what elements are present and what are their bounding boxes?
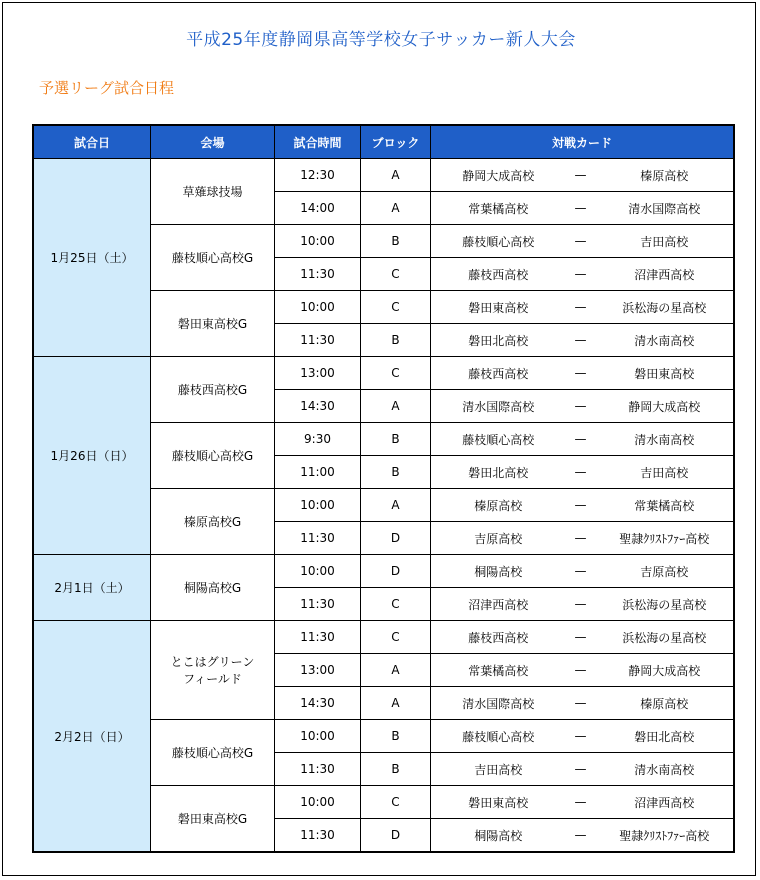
- away-team: 静岡大成高校: [596, 654, 734, 687]
- venue-name: 藤枝順心高校G: [151, 720, 275, 786]
- header-match: 対戦カード: [431, 126, 734, 159]
- home-team: 桐陽高校: [431, 819, 566, 852]
- header-venue: 会場: [151, 126, 275, 159]
- match-date: 1月26日（日）: [34, 357, 151, 555]
- section-subtitle: 予選リーグ試合日程: [39, 79, 175, 97]
- versus-dash: —: [566, 225, 596, 258]
- home-team: 藤枝西高校: [431, 258, 566, 291]
- match-time: 13:00: [275, 654, 361, 687]
- versus-dash: —: [566, 621, 596, 654]
- match-block: B: [361, 753, 431, 786]
- versus-dash: —: [566, 357, 596, 390]
- home-team: 静岡大成高校: [431, 159, 566, 192]
- match-date: 2月2日（日）: [34, 621, 151, 852]
- home-team: 磐田北高校: [431, 456, 566, 489]
- match-block: C: [361, 258, 431, 291]
- away-team: 吉原高校: [596, 555, 734, 588]
- match-time: 10:00: [275, 720, 361, 753]
- venue-name: 藤枝順心高校G: [151, 225, 275, 291]
- venue-name: 榛原高校G: [151, 489, 275, 555]
- table-row: [34, 357, 734, 390]
- away-team: 磐田東高校: [596, 357, 734, 390]
- match-block: A: [361, 192, 431, 225]
- away-team: 沼津西高校: [596, 786, 734, 819]
- venue-name: 磐田東高校G: [151, 786, 275, 852]
- schedule-body: [34, 159, 734, 852]
- away-team: 吉田高校: [596, 456, 734, 489]
- match-block: C: [361, 291, 431, 324]
- match-time: 13:00: [275, 357, 361, 390]
- away-team: 榛原高校: [596, 159, 734, 192]
- match-block: A: [361, 390, 431, 423]
- home-team: 藤枝順心高校: [431, 225, 566, 258]
- match-block: B: [361, 324, 431, 357]
- versus-dash: —: [566, 192, 596, 225]
- home-team: 磐田東高校: [431, 291, 566, 324]
- match-block: A: [361, 489, 431, 522]
- venue-name: 桐陽高校G: [151, 555, 275, 621]
- venue-name: 藤枝順心高校G: [151, 423, 275, 489]
- venue-name: 藤枝西高校G: [151, 357, 275, 423]
- header-date: 試合日: [34, 126, 151, 159]
- away-team: 磐田北高校: [596, 720, 734, 753]
- away-team: 浜松海の星高校: [596, 291, 734, 324]
- away-team: 浜松海の星高校: [596, 621, 734, 654]
- away-team: 沼津西高校: [596, 258, 734, 291]
- table-row: [34, 159, 734, 192]
- match-date: 2月1日（土）: [34, 555, 151, 621]
- match-time: 10:00: [275, 555, 361, 588]
- versus-dash: —: [566, 456, 596, 489]
- versus-dash: —: [566, 324, 596, 357]
- venue-name: とこはグリーン フィールド: [151, 621, 275, 720]
- header-time: 試合時間: [275, 126, 361, 159]
- match-block: B: [361, 225, 431, 258]
- match-time: 9:30: [275, 423, 361, 456]
- home-team: 吉原高校: [431, 522, 566, 555]
- versus-dash: —: [566, 522, 596, 555]
- match-time: 10:00: [275, 786, 361, 819]
- match-block: D: [361, 819, 431, 852]
- versus-dash: —: [566, 258, 596, 291]
- match-block: A: [361, 654, 431, 687]
- versus-dash: —: [566, 753, 596, 786]
- venue-name: 草薙球技場: [151, 159, 275, 225]
- match-time: 11:30: [275, 522, 361, 555]
- away-team: 榛原高校: [596, 687, 734, 720]
- match-block: A: [361, 159, 431, 192]
- page-frame: [2, 2, 756, 876]
- versus-dash: —: [566, 489, 596, 522]
- match-time: 14:00: [275, 192, 361, 225]
- match-time: 10:00: [275, 291, 361, 324]
- versus-dash: —: [566, 423, 596, 456]
- match-time: 14:30: [275, 390, 361, 423]
- away-team: 聖隷ｸﾘｽﾄﾌｧｰ高校: [596, 522, 734, 555]
- match-time: 11:30: [275, 621, 361, 654]
- match-time: 11:30: [275, 588, 361, 621]
- versus-dash: —: [566, 291, 596, 324]
- venue-name: 磐田東高校G: [151, 291, 275, 357]
- home-team: 清水国際高校: [431, 390, 566, 423]
- page-title: 平成25年度静岡県高等学校女子サッカー新人大会: [186, 30, 576, 50]
- versus-dash: —: [566, 654, 596, 687]
- match-block: D: [361, 555, 431, 588]
- versus-dash: —: [566, 720, 596, 753]
- schedule-table: [33, 125, 734, 852]
- match-time: 11:30: [275, 258, 361, 291]
- versus-dash: —: [566, 390, 596, 423]
- versus-dash: —: [566, 159, 596, 192]
- away-team: 常葉橘高校: [596, 489, 734, 522]
- home-team: 藤枝順心高校: [431, 720, 566, 753]
- match-date: 1月25日（土）: [34, 159, 151, 357]
- match-time: 10:00: [275, 489, 361, 522]
- home-team: 常葉橘高校: [431, 654, 566, 687]
- versus-dash: —: [566, 687, 596, 720]
- versus-dash: —: [566, 555, 596, 588]
- match-time: 12:30: [275, 159, 361, 192]
- match-time: 14:30: [275, 687, 361, 720]
- match-block: B: [361, 720, 431, 753]
- match-block: C: [361, 621, 431, 654]
- away-team: 清水南高校: [596, 324, 734, 357]
- away-team: 静岡大成高校: [596, 390, 734, 423]
- match-block: C: [361, 786, 431, 819]
- away-team: 清水南高校: [596, 423, 734, 456]
- home-team: 桐陽高校: [431, 555, 566, 588]
- table-row: [34, 555, 734, 588]
- home-team: 藤枝順心高校: [431, 423, 566, 456]
- versus-dash: —: [566, 819, 596, 852]
- match-time: 11:30: [275, 819, 361, 852]
- away-team: 清水国際高校: [596, 192, 734, 225]
- away-team: 吉田高校: [596, 225, 734, 258]
- match-time: 11:30: [275, 324, 361, 357]
- away-team: 清水南高校: [596, 753, 734, 786]
- header-block: ブロック: [361, 126, 431, 159]
- home-team: 榛原高校: [431, 489, 566, 522]
- table-row: [34, 621, 734, 654]
- header-row: [34, 126, 734, 159]
- away-team: 浜松海の星高校: [596, 588, 734, 621]
- home-team: 吉田高校: [431, 753, 566, 786]
- match-time: 10:00: [275, 225, 361, 258]
- away-team: 聖隷ｸﾘｽﾄﾌｧｰ高校: [596, 819, 734, 852]
- home-team: 沼津西高校: [431, 588, 566, 621]
- match-block: D: [361, 522, 431, 555]
- match-block: A: [361, 687, 431, 720]
- home-team: 磐田北高校: [431, 324, 566, 357]
- home-team: 磐田東高校: [431, 786, 566, 819]
- match-block: B: [361, 456, 431, 489]
- versus-dash: —: [566, 786, 596, 819]
- match-time: 11:30: [275, 753, 361, 786]
- home-team: 藤枝西高校: [431, 621, 566, 654]
- versus-dash: —: [566, 588, 596, 621]
- home-team: 藤枝西高校: [431, 357, 566, 390]
- home-team: 清水国際高校: [431, 687, 566, 720]
- home-team: 常葉橘高校: [431, 192, 566, 225]
- match-time: 11:00: [275, 456, 361, 489]
- match-block: B: [361, 423, 431, 456]
- match-block: C: [361, 357, 431, 390]
- match-block: C: [361, 588, 431, 621]
